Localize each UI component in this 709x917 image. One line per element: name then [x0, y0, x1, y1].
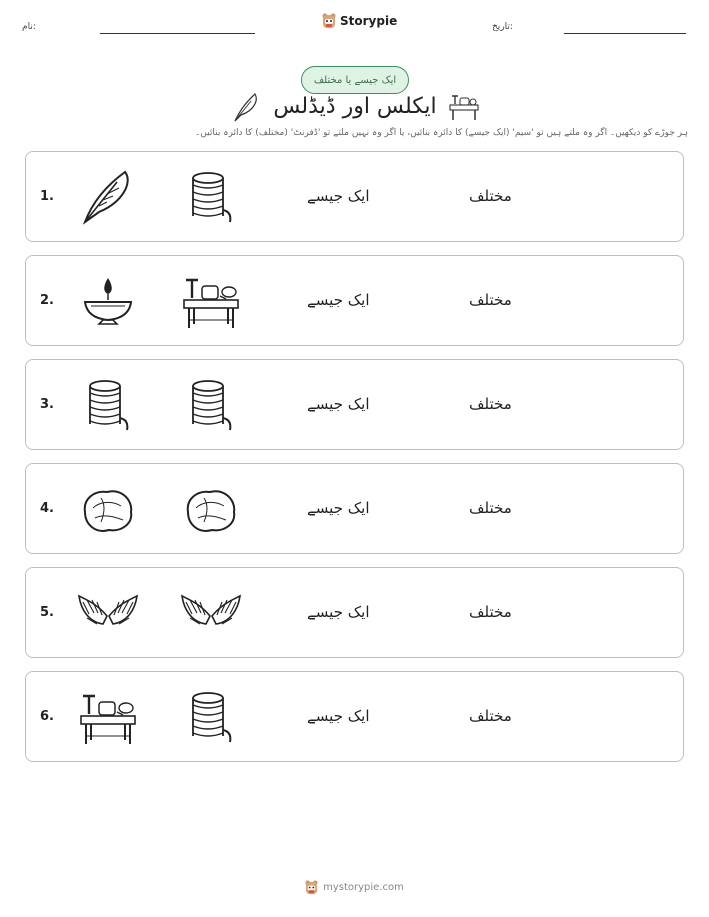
question-number: 4. [40, 501, 54, 516]
rope-coil-icon [77, 374, 139, 436]
left-picture [77, 166, 139, 228]
workbench-icon [77, 686, 139, 748]
oil-lamp-icon [77, 270, 139, 332]
date-line[interactable] [564, 33, 686, 34]
right-picture [180, 374, 242, 436]
option-different[interactable]: مختلف [469, 499, 512, 517]
left-picture [77, 686, 139, 748]
worksheet-type-badge: ایک جیسے یا مختلف [301, 66, 409, 94]
wax-lump-icon [180, 478, 242, 540]
option-different[interactable]: مختلف [469, 395, 512, 413]
bear-footer-icon [305, 880, 318, 895]
option-same[interactable]: ایک جیسے [307, 291, 370, 309]
wings-icon [180, 582, 242, 644]
wings-icon [77, 582, 139, 644]
question-card [25, 151, 684, 242]
workbench-icon [180, 270, 242, 332]
option-different[interactable]: مختلف [469, 187, 512, 205]
option-same[interactable]: ایک جیسے [307, 187, 370, 205]
option-different[interactable]: مختلف [469, 707, 512, 725]
right-picture [180, 166, 242, 228]
question-number: 3. [40, 397, 54, 412]
rope-coil-icon [180, 374, 242, 436]
title-row [0, 91, 709, 123]
question-number: 5. [40, 605, 54, 620]
workbench-title-icon [447, 93, 481, 121]
question-number: 1. [40, 189, 54, 204]
right-picture [180, 270, 242, 332]
footer [0, 880, 709, 895]
date-label: تاریخ: [492, 22, 513, 32]
rope-coil-icon [180, 166, 242, 228]
right-picture [180, 478, 242, 540]
page-title: ایکلس اور ڈیڈلس [273, 94, 437, 119]
wax-lump-icon [77, 478, 139, 540]
question-card [25, 359, 684, 450]
option-different[interactable]: مختلف [469, 603, 512, 621]
question-card [25, 671, 684, 762]
bear-logo-icon [322, 13, 336, 29]
question-number: 2. [40, 293, 54, 308]
name-label: نام: [22, 22, 36, 32]
option-same[interactable]: ایک جیسے [307, 603, 370, 621]
question-number: 6. [40, 709, 54, 724]
name-line[interactable] [100, 33, 255, 34]
right-picture [180, 582, 242, 644]
brand-logo [322, 13, 397, 29]
right-picture [180, 686, 242, 748]
left-picture [77, 478, 139, 540]
left-picture [77, 582, 139, 644]
left-picture [77, 270, 139, 332]
option-same[interactable]: ایک جیسے [307, 499, 370, 517]
question-card [25, 255, 684, 346]
brand-name: Storypie [340, 14, 398, 28]
feather-icon [77, 166, 139, 228]
question-card [25, 567, 684, 658]
option-different[interactable]: مختلف [469, 291, 512, 309]
rope-coil-icon [180, 686, 242, 748]
instructions: ہر جوڑے کو دیکھیں۔ اگر وہ ملتے ہیں تو 'سیم' (ایک جیسے) کا دائرہ بنائیں، یا اگر وہ نہیں ملتے تو 'ڈفرنٹ' (مختلف) کا دائرہ بنائیں۔ [195, 128, 688, 138]
question-card [25, 463, 684, 554]
left-picture [77, 374, 139, 436]
option-same[interactable]: ایک جیسے [307, 707, 370, 725]
option-same[interactable]: ایک جیسے [307, 395, 370, 413]
footer-url[interactable]: mystorypie.com [323, 882, 404, 893]
feather-title-icon [231, 91, 261, 123]
